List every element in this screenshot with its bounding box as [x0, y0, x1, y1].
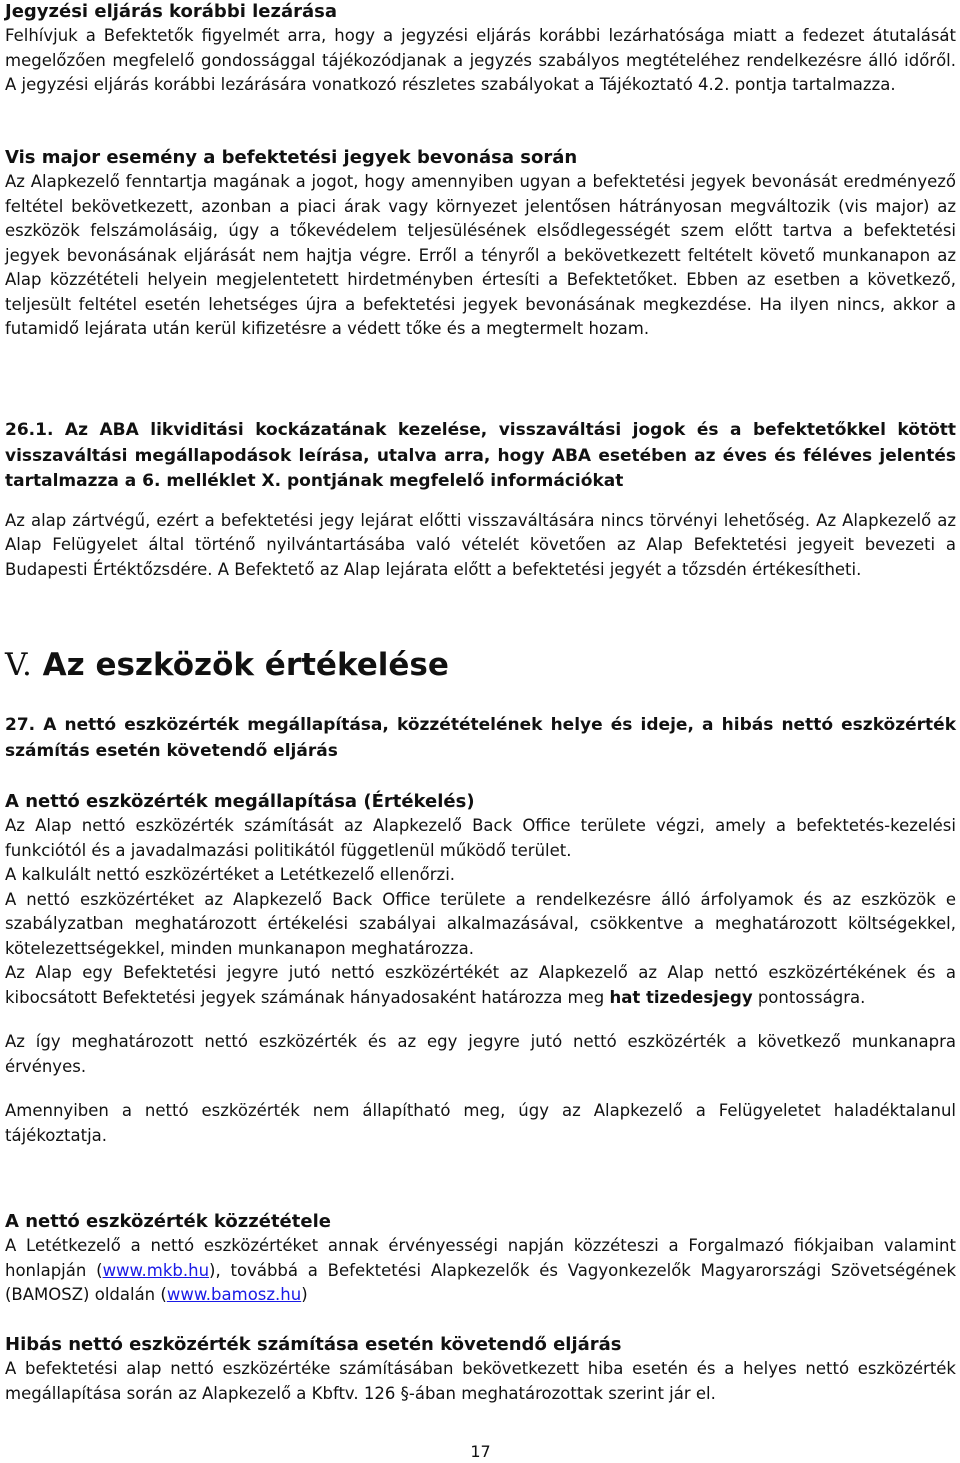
section-vis-major: [5, 146, 956, 342]
section-heading: 27. A nettó eszközérték megállapítása, közzétételének helye és ideje, a hibás nettó eszközérték számítás esetén követendő eljárás: [5, 715, 956, 761]
chapter-title: Az eszközök értékelése: [42, 647, 449, 683]
section-nav-publication: [5, 1210, 956, 1308]
section-heading: Vis major esemény a befektetési jegyek bevonása során: [5, 147, 578, 168]
paragraph: A nettó eszközértéket az Alapkezelő Back Office területe a rendelkezésre álló árfolyamok és az eszközök e szabályzatban meghatározott értékelési szabályai alkalmazásával, csökkentve a meghatározott költségekkel, kötelezettségekkel, minden munkanapon meghatározza.: [5, 889, 956, 958]
section-heading: Hibás nettó eszközérték számítása esetén követendő eljárás: [5, 1334, 622, 1355]
mkb-link[interactable]: www.mkb.hu: [102, 1260, 210, 1280]
section-body: Az Alapkezelő fenntartja magának a jogot, hogy amennyiben ugyan a befektetési jegyek bevonását eredményező feltétel bekövetkezett, azonban a piaci árak vagy környezet jelentősen hátrányosan megváltozik (vis major) az eszközök felszámolásáig, úgy a tőkevédelem teljesülésének elsődlegességét szem előtt tartva a befektetési jegyek bevonásának eljárását nem hajtja végre. Erről a tényről a bekövetkezett feltételt követő munkanapon az Alap közzétételi helyein megjelentetett hirdetményben értesíti a Befektetőket. Ebben az esetben a következő, teljesült feltétel esetén lehetséges újra a befektetési jegyek bevonásának megkezdése. Ha ilyen nincs, akkor a futamidő lejárata után kerül kifizetésre a védett tőke és a megtermelt hozam.: [5, 172, 956, 338]
paragraph: A Letétkezelő a nettó eszközértéket annak érvényességi napján közzéteszi a Forgalmazó fiókjaiban valamint honlapján (www.mkb.hu), továbbá a Befektetési Alapkezelők és Vagyonkezelők Magyarországi Szövetségének (BAMOSZ) oldalán (www.bamosz.hu): [5, 1236, 957, 1304]
section-26-1: [5, 418, 956, 582]
bold-phrase: hat tizedesjegy: [609, 987, 753, 1007]
section-nav-error: [5, 1333, 956, 1406]
section-body: Az alap zártvégű, ezért a befektetési jegy lejárat előtti visszaváltására nincs törvényi lehetőség. Az Alapkezelő az Alap Felügyelet által történő nyilvántartásába való vételét követően az Alap Befektetési jegyeit bevezeti a Budapesti Értéktőzsdére. A Befektető az Alap lejárata előtt a befektetési jegyét a tőzsdén értékesítheti.: [5, 510, 956, 579]
section-heading: 26.1. Az ABA likviditási kockázatának kezelése, visszaváltási jogok és a befektetőkkel kötött visszaváltási megállapodások leírása, utalva arra, hogy ABA esetében az éves és féléves jelentés tartalmazza a 6. melléklet X. pontjának megfelelő információkat: [5, 420, 956, 491]
section-heading: A nettó eszközérték megállapítása (Értékelés): [5, 791, 475, 812]
paragraph: A kalkulált nettó eszközértéket a Letétkezelő ellenőrzi.: [5, 865, 456, 884]
paragraph: Az Alap nettó eszközérték számítását az Alapkezelő Back Office területe végzi, amely a befektetés-kezelési funkciótól és a javadalmazási politikától függetlenül működő terület.: [5, 816, 956, 860]
section-body: A befektetési alap nettó eszközértéke számításában bekövetkezett hiba esetén és a helyes nettó eszközérték megállapítása során az Alapkezelő a Kbftv. 126 §-ában meghatározottak szerint jár el.: [5, 1359, 956, 1403]
section-27: [5, 713, 956, 764]
paragraph: Az Alap egy Befektetési jegyre jutó nettó eszközértékét az Alapkezelő az Alap nettó eszközértékének és a kibocsátott Befektetési jegyek számának hányadosaként határozza meg hat tizedesjegy pontosságra.: [5, 963, 956, 1007]
paragraph: Az így meghatározott nettó eszközérték és az egy jegyre jutó nettó eszközérték a következő munkanapra érvényes.: [5, 1032, 956, 1076]
section-prior-close: [5, 0, 956, 98]
section-nav-calculation: [5, 790, 956, 1148]
bamosz-link[interactable]: www.bamosz.hu: [166, 1285, 302, 1304]
section-body: Felhívjuk a Befektetők figyelmét arra, hogy a jegyzési eljárás korábbi lezárhatósága miatt a fedezet átutalását megelőzően megfelelő gondossággal tájékozódjanak a jegyzés szabályos megtételéhez rendelkezésre álló időről. A jegyzési eljárás korábbi lezárására vonatkozó részletes szabályokat a Tájékoztató 4.2. pontja tartalmazza.: [5, 26, 956, 94]
section-heading: Jegyzési eljárás korábbi lezárása: [5, 1, 338, 22]
chapter-roman-numeral: V.: [5, 647, 32, 683]
page-number: 17: [470, 1442, 491, 1461]
chapter-heading: [5, 645, 956, 685]
paragraph: Amennyiben a nettó eszközérték nem állapítható meg, úgy az Alapkezelő a Felügyeletet haladéktalanul tájékoztatja.: [5, 1101, 956, 1145]
section-heading: A nettó eszközérték közzététele: [5, 1211, 331, 1232]
